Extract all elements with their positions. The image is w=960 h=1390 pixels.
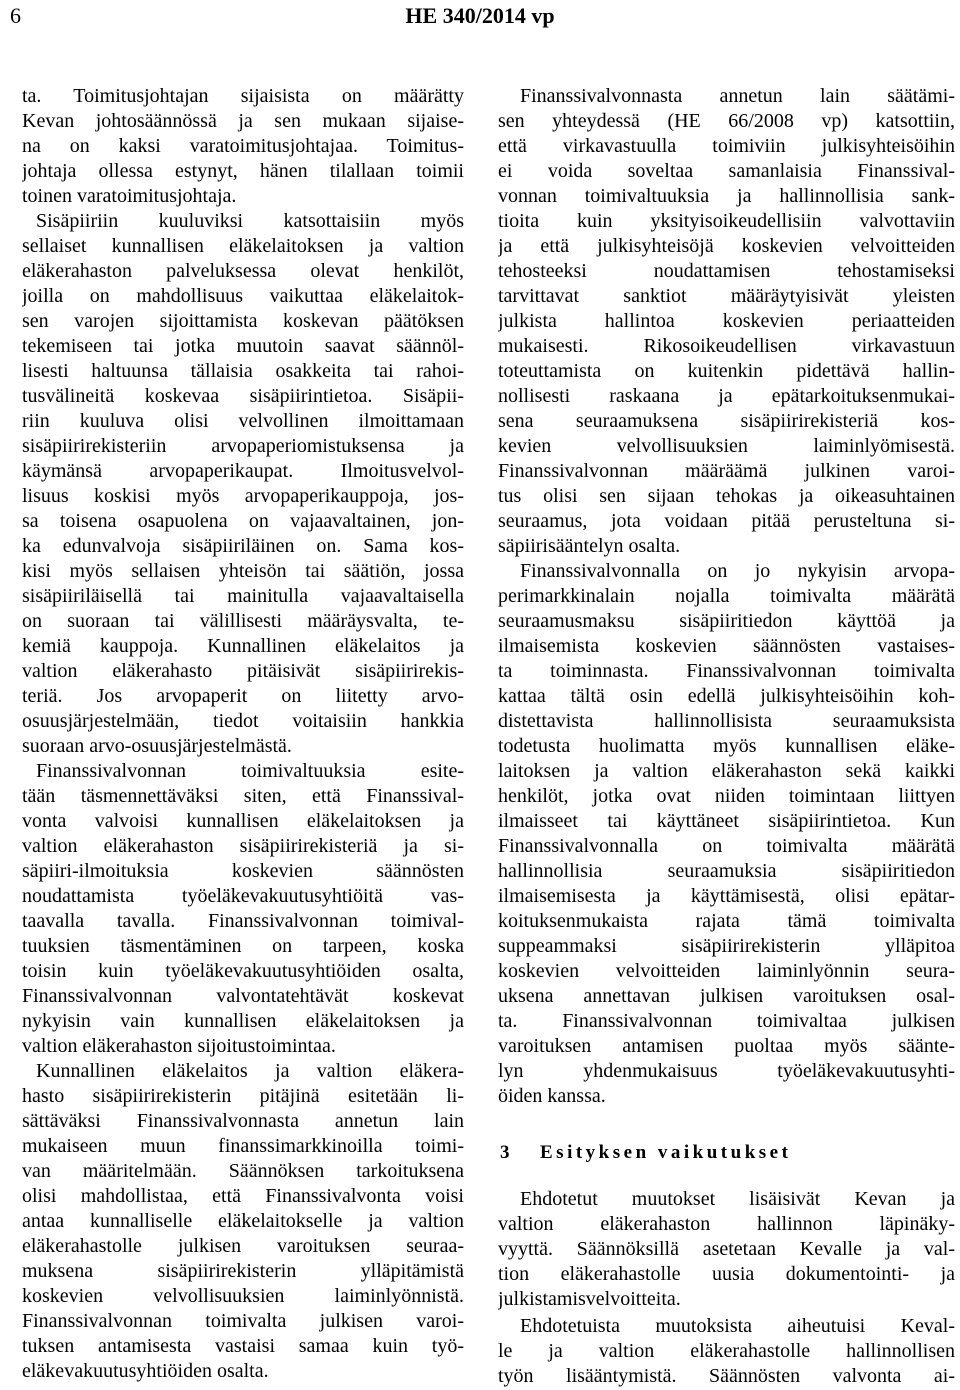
text-line: tioita kuin yksityisoikeudellisiin valvottaviin xyxy=(498,210,955,232)
text-line: ta toiminnasta. Finanssivalvonnan toimivalta xyxy=(498,660,955,682)
text-line: sisäpiiriläisellä tai mainitulla vajaavaltaisella xyxy=(22,585,464,607)
text-line: tehosteeksi noudattamisen tehostamiseksi xyxy=(498,260,955,282)
text-line: sena seuraamuksena sisäpiirirekisteriä kos- xyxy=(498,410,955,432)
text-line: kattaa tältä osin edellä julkisyhteisöihin koh- xyxy=(498,685,955,707)
text-line: tuksen antamisesta vastaisi samaa kuin työ- xyxy=(22,1335,464,1357)
text-line: säpiirisääntelyn osalta. xyxy=(498,535,681,557)
text-line: distettavista hallinnollisista seuraamuksista xyxy=(498,710,955,732)
text-line: Sisäpiiriin kuuluviksi katsottaisiin myös xyxy=(36,210,464,232)
text-line: Finanssivalvonnalla on toimivalta määrätä xyxy=(498,835,955,857)
text-line: Ehdotetuista muutoksista aiheutuisi Keval- xyxy=(520,1315,955,1337)
text-line: julkistamisvelvoitteita. xyxy=(498,1288,681,1310)
text-line: joilla on mahdollisuus vaikuttaa eläkelaitok- xyxy=(22,285,464,307)
text-line: koituksenmukaista rajata tämä toimivalta xyxy=(498,910,955,932)
text-line: muksena sisäpiirirekisterin ylläpitämistä xyxy=(22,1260,464,1282)
text-line: on suoraan tai välillisesti määräysvalta, te- xyxy=(22,610,464,632)
text-line: ka edunvalvoja sisäpiiriläinen on. Sama kos- xyxy=(22,535,464,557)
text-line: sen yhteydessä (HE 66/2008 vp) katsottiin, xyxy=(498,110,955,132)
text-line: eläkerahaston palveluksessa olevat henkilöt, xyxy=(22,260,464,282)
text-line: johtaja ollessa estynyt, hänen tilallaan toimii xyxy=(22,160,464,182)
paragraph xyxy=(498,1314,955,1389)
text-line: toinen varatoimitusjohtaja. xyxy=(22,185,237,207)
text-line: vyyttä. Säännöksillä asetetaan Kevalle ja val- xyxy=(498,1238,955,1260)
text-line: valtion eläkerahaston sijoitustoimintaa. xyxy=(22,1035,336,1057)
text-line: työn lisääntymistä. Säännösten valvonta ai- xyxy=(498,1365,955,1387)
text-line: että virkavastuulla toimiviin julkisyhteisöihin xyxy=(498,135,955,157)
page-header xyxy=(0,0,960,34)
text-line: mukaisesti. Rikosoikeudellisen virkavastuun xyxy=(498,335,955,357)
text-line: varoituksen antamisen puoltaa myös säänte- xyxy=(498,1035,955,1057)
section-title: Esityksen vaikutukset xyxy=(540,1142,792,1163)
text-line: hasto sisäpiirirekisterin pitäjinä esitetään li- xyxy=(22,1085,464,1107)
paragraph xyxy=(22,84,464,209)
paragraph xyxy=(22,759,464,1059)
text-line: valtion eläkerahaston sisäpiirirekisteriä ja si- xyxy=(22,835,464,857)
text-line: laitoksen ja valtion eläkerahaston sekä kaikki xyxy=(498,760,955,782)
text-line: sisäpiirirekisteriin arvopaperiomistuksensa ja xyxy=(22,435,464,457)
left-text-column xyxy=(22,84,464,1384)
text-line: eläkerahastolle julkisen varoituksen seuraa- xyxy=(22,1235,464,1257)
text-line: henkilöt, jotka ovat niiden toimintaan liittyen xyxy=(498,785,955,807)
text-line: ilmaisemisesta ja käyttämisestä, olisi epätar- xyxy=(498,885,955,907)
text-line: sen varojen sijoittamista koskevan päätöksen xyxy=(22,310,464,332)
text-line: vonnan toimivaltuuksia ja hallinnollisia sank- xyxy=(498,185,955,207)
text-line: Finanssivalvonnan valvontatehtävät koskevat xyxy=(22,985,464,1007)
text-line: tusvälineitä koskevaa sisäpiirintietoa. Sisäpii- xyxy=(22,385,464,407)
text-line: Finanssivalvonnan toimivaltuuksia esite- xyxy=(36,760,464,782)
text-line: uksena annettavan julkisen varoituksen osal- xyxy=(498,985,955,1007)
text-line: käymänsä arvopaperikaupat. Ilmoitusvelvol- xyxy=(22,460,464,482)
text-line: julkista hallintoa koskevien periaatteiden xyxy=(498,310,955,332)
text-line: tus olisi sen sijaan tehokas ja oikeasuhtainen xyxy=(498,485,955,507)
section-paragraphs xyxy=(498,1187,955,1389)
text-line: seuraamusmaksu sisäpiiritiedon käyttöä ja xyxy=(498,610,955,632)
text-line: riin kuuluva olisi velvollinen ilmoittamaan xyxy=(22,410,464,432)
text-line: tekemiseen tai jotka muutoin saavat säännöl- xyxy=(22,335,464,357)
right-text-column xyxy=(498,84,955,1389)
text-line: suppeammaksi sisäpiirirekisterin ylläpitoa xyxy=(498,935,955,957)
text-line: hallinnollisia seuraamuksia sisäpiiritiedon xyxy=(498,860,955,882)
text-line: na on kaksi varatoimitusjohtajaa. Toimitus- xyxy=(22,135,464,157)
text-line: valtion eläkerahaston hallinnon läpinäky- xyxy=(498,1213,955,1235)
text-line: tarvittavat sanktiot määräytyisivät yleisten xyxy=(498,285,955,307)
text-line: Kevan johtosäännössä ja sen mukaan sijaise- xyxy=(22,110,464,132)
text-line: ta. Finanssivalvonnan toimivaltaa julkisen xyxy=(498,1010,955,1032)
text-line: antaa kunnalliselle eläkelaitokselle ja valtion xyxy=(22,1210,464,1232)
text-line: Finanssivalvonnalla on jo nykyisin arvopa- xyxy=(520,560,955,582)
paragraph xyxy=(498,1187,955,1312)
text-line: seuraamus, jota voidaan pitää perusteltuna si- xyxy=(498,510,955,532)
text-line: ilmaisemista koskevien säännösten vastaises- xyxy=(498,635,955,657)
text-line: toteuttamista on kuitenkin pidettävä hallin- xyxy=(498,360,955,382)
text-line: eläkevakuutusyhtiöiden osalta. xyxy=(22,1360,269,1382)
text-line: sättäväksi Finanssivalvonnasta annetun lain xyxy=(22,1110,464,1132)
paragraph xyxy=(498,84,955,559)
text-line: öiden kanssa. xyxy=(498,1085,606,1107)
text-line: valtion eläkerahasto pitäisivät sisäpiirirekis- xyxy=(22,660,464,682)
text-line: Finanssivalvonnasta annetun lain säätämi- xyxy=(520,85,955,107)
text-line: tään täsmennettäväksi siten, että Finanssival- xyxy=(22,785,464,807)
text-line: van määritelmään. Säännöksen tarkoituksena xyxy=(22,1160,464,1182)
paragraph xyxy=(22,1059,464,1384)
page-number: 6 xyxy=(10,3,21,28)
text-line: mukaiseen muun finanssimarkkinoilla toimi- xyxy=(22,1135,464,1157)
text-line: ja että julkisyhteisöjä koskevien velvoitteiden xyxy=(498,235,955,257)
text-line: ta. Toimitusjohtajan sijaisista on määrätty xyxy=(22,85,464,107)
text-line: kisi myös sellaisen yhteisön tai säätiön, jossa xyxy=(22,560,464,582)
text-line: sa toisena osapuolena on vajaavaltainen, jon- xyxy=(22,510,464,532)
document-id: HE 340/2014 vp xyxy=(405,3,555,28)
text-line: koskevien velvollisuuksien laiminlyönnistä. xyxy=(22,1285,464,1307)
text-line: nollisesti raskaana ja epätarkoituksenmukai- xyxy=(498,385,955,407)
section-number: 3 xyxy=(500,1142,510,1163)
text-line: perimarkkinalain nojalla toimivalta määrätä xyxy=(498,585,955,607)
text-line: Finanssivalvonnan toimivalta julkisen varoi- xyxy=(22,1310,464,1332)
text-line: kemiä kauppoja. Kunnallinen eläkelaitos ja xyxy=(22,635,464,657)
left-paragraphs xyxy=(22,84,464,1384)
paragraph xyxy=(498,559,955,1109)
text-line: vonta valvoisi kunnallisen eläkelaitoksen ja xyxy=(22,810,464,832)
text-line: sellaiset kunnallisen eläkelaitoksen ja valtion xyxy=(22,235,464,257)
text-line: noudattamista työeläkevakuutusyhtiöitä vas- xyxy=(22,885,464,907)
text-line: tion eläkerahastolle uusia dokumentointi- ja xyxy=(498,1263,955,1285)
text-line: todetusta huolimatta myös kunnallisen eläke- xyxy=(498,735,955,757)
text-line: le ja valtion eläkerahastolle hallinnollisen xyxy=(498,1340,955,1362)
right-paragraphs xyxy=(498,84,955,1109)
text-line: Kunnallinen eläkelaitos ja valtion eläkera- xyxy=(36,1060,464,1082)
text-line: taavalla tavalla. Finanssivalvonnan toimival- xyxy=(22,910,464,932)
text-line: säpiiri-ilmoituksia koskevien säännösten xyxy=(22,860,464,882)
text-line: olisi mahdollistaa, että Finanssivalvonta voisi xyxy=(22,1185,464,1207)
text-line: tuuksien täsmentäminen on tarpeen, koska xyxy=(22,935,464,957)
text-line: lisuus koskisi myös arvopaperikauppoja, jos- xyxy=(22,485,464,507)
text-line: teriä. Jos arvopaperit on liitetty arvo- xyxy=(22,685,464,707)
section-heading xyxy=(498,1140,955,1165)
text-line: kevien velvollisuuksien laiminlyömisestä. xyxy=(498,435,955,457)
text-line: toisin kuin työeläkevakuutusyhtiöiden osalta, xyxy=(22,960,464,982)
text-line: Ehdotetut muutokset lisäisivät Kevan ja xyxy=(520,1188,955,1210)
text-line: lyn yhdenmukaisuus työeläkevakuutusyhti- xyxy=(498,1060,955,1082)
text-line: ei voida soveltaa samanlaisia Finanssival- xyxy=(498,160,955,182)
text-line: osuusjärjestelmään, tiedot voitaisiin hankkia xyxy=(22,710,464,732)
text-line: lisesti haltuunsa tällaisia osakkeita tai rahoi- xyxy=(22,360,464,382)
text-line: nykyisin vain kunnallisen eläkelaitoksen ja xyxy=(22,1010,464,1032)
text-line: ilmaisseet tai käyttäneet sisäpiirintietoa. Kun xyxy=(498,810,955,832)
text-line: Finanssivalvonnan määräämä julkinen varoi- xyxy=(498,460,955,482)
text-line: suoraan arvo-osuusjärjestelmästä. xyxy=(22,735,292,757)
paragraph xyxy=(22,209,464,759)
text-line: koskevien velvoitteiden laiminlyönnin seura- xyxy=(498,960,955,982)
